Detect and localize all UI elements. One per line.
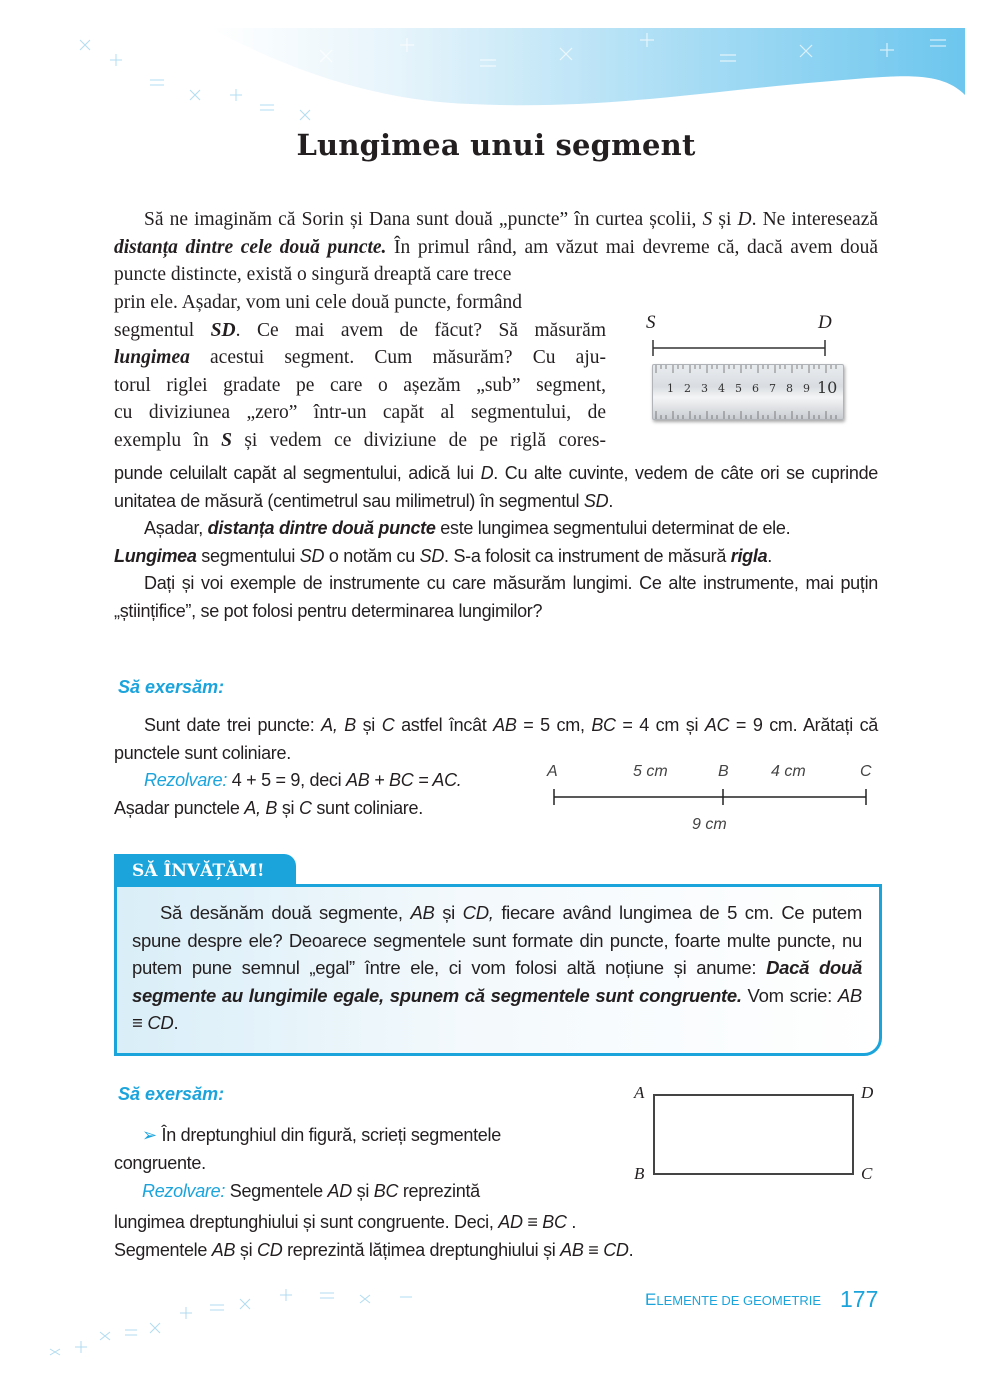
segment-ab: AB — [410, 902, 435, 923]
text: În primul rând, am văzut mai devreme că, dacă avem două puncte distincte, există o singură dreaptă care trece — [114, 236, 878, 285]
text: . — [767, 545, 772, 566]
point-d: D — [737, 209, 752, 230]
fig-label-b: B — [718, 763, 729, 780]
text: reprezintă — [398, 1181, 480, 1201]
fig-label-ac-length: 9 cm — [692, 816, 727, 833]
text: Să ne imaginăm că Sorin și Dana sunt două „puncte” în curtea școlii, — [144, 209, 703, 230]
fig-label-ab-length: 5 cm — [633, 763, 668, 780]
ruler-ticks — [653, 365, 843, 419]
ruler-tick-label: 8 — [786, 382, 793, 395]
points: A, B — [321, 715, 356, 735]
text: și — [434, 902, 463, 923]
exercise-heading: Să exersăm: — [118, 1084, 225, 1104]
intro-paragraph-1 — [114, 206, 878, 289]
text: = 9 cm. Arătați că punctele sunt coliniare. — [114, 715, 878, 763]
text-line: prin ele. Așadar, vom uni cele două puncte, formând — [114, 292, 523, 313]
text: astfel încât — [394, 715, 494, 735]
rectangle-abcd — [653, 1094, 854, 1175]
paragraph-4 — [114, 543, 878, 571]
text: exemplu în — [114, 429, 222, 451]
page-number: 177 — [840, 1286, 879, 1312]
point-d: D — [480, 463, 494, 483]
exercise2-solution-line2 — [114, 1209, 878, 1237]
segment-sd-line — [650, 338, 830, 358]
ruler-label-s: S — [646, 312, 656, 333]
solution-line — [114, 767, 544, 795]
footer-chapter — [645, 1290, 821, 1310]
text: Segmentele — [114, 1240, 212, 1260]
segment-sd: SD — [299, 545, 325, 566]
equation: AB + BC = AC. — [346, 770, 462, 790]
text: și — [355, 715, 382, 735]
segment-sd: SD — [583, 490, 609, 511]
ruler-label-d: D — [818, 312, 832, 333]
ruler-image — [652, 364, 844, 420]
text: Așadar punctele — [114, 797, 245, 818]
points: A, B — [244, 797, 278, 818]
solution-label: Rezolvare: — [144, 770, 228, 790]
header-decoration — [0, 0, 992, 130]
segment-ad: AD — [327, 1181, 352, 1201]
paragraph-5: Dați și voi exemple de instrumente cu care măsurăm lungimi. Ce alte instrumente, mai puțin „științifice”, se pot folosi pentru determinarea lungimilor? — [114, 573, 878, 621]
segment-cd: CD, — [462, 902, 494, 923]
segment-cd: CD — [257, 1240, 283, 1260]
text: . Ce mai avem de făcut? Să măsurăm — [235, 319, 606, 341]
ruler-tick-label: 1 — [667, 382, 674, 395]
emphasis: lungimea — [114, 347, 190, 368]
point-c: C — [381, 715, 395, 735]
text: sunt coliniare. — [311, 797, 423, 818]
text: . — [608, 490, 614, 511]
emphasis: Lungimea — [114, 545, 197, 566]
learn-tab-label: SĂ ÎNVĂȚĂM! — [132, 861, 265, 881]
ruler-tick-label: 9 — [803, 382, 810, 395]
arrow-bullet-icon: ➢ — [142, 1125, 157, 1145]
paragraph-3 — [114, 515, 878, 543]
ruler-tick-label: 7 — [769, 382, 776, 395]
solution-label-text: Rezolvare: — [142, 1181, 226, 1201]
footer-decoration — [40, 1285, 460, 1365]
congruence-formula: AB ≡ CD — [560, 1240, 629, 1260]
segment-bc: BC — [373, 1181, 399, 1201]
solution-label — [114, 1181, 225, 1201]
text: Așadar, — [144, 518, 208, 538]
text: segmentul — [114, 319, 211, 341]
emphasis: distanța dintre cele două puncte. — [114, 236, 387, 258]
segment-ab: AB — [211, 1240, 236, 1260]
point-s: S — [702, 209, 713, 230]
exercise2-solution-start — [114, 1178, 594, 1206]
exercise-heading: Să exersăm: — [118, 677, 225, 697]
rect-label-b: B — [634, 1164, 645, 1183]
text: În dreptunghiul din figură, scrieți segmentele congruente. — [114, 1125, 501, 1173]
text: și — [235, 1240, 257, 1260]
text: . Cu alte cuvinte, vedem de câte ori se cuprinde unitatea de măsură (centimetrul sau milimetrul) în segmentul — [114, 463, 878, 511]
text: o notăm cu — [324, 545, 420, 566]
exercise1-solution — [114, 767, 544, 822]
segment-ab: AB — [493, 715, 517, 735]
text: lungimea dreptunghiului și sunt congruente. Deci, — [114, 1212, 499, 1232]
text: Sunt date trei puncte: — [144, 715, 322, 735]
fig-label-a: A — [547, 763, 558, 780]
text-line: cu diviziunea „zero” într-un capăt al segmentului, de — [114, 402, 606, 423]
chapter-initial: E — [645, 1290, 657, 1309]
rect-label-c: C — [861, 1164, 873, 1183]
segment-sd: SD — [210, 319, 236, 341]
chapter-rest: LEMENTE DE GEOMETRIE — [656, 1293, 822, 1308]
rect-label-a: A — [634, 1083, 645, 1102]
segment-sd: SD — [419, 545, 445, 566]
text: . — [173, 1012, 179, 1033]
ruler-tick-label: 6 — [752, 382, 759, 395]
ruler-tick-label: 2 — [684, 382, 691, 395]
text-line — [114, 344, 606, 372]
text: . Ne interesează — [751, 209, 879, 230]
exercise2-solution-line3 — [114, 1237, 878, 1265]
definition: Dacă două segmente au lungimile egale, spunem că segmentele sunt congruente. — [132, 957, 863, 1006]
solution-line — [114, 795, 544, 823]
segment-abc-figure — [550, 787, 870, 807]
text: acestui segment. Cum măsurăm? Cu aju- — [189, 347, 606, 368]
emphasis: distanța dintre două puncte — [207, 518, 436, 538]
text: și vedem ce diviziune de pe riglă cores- — [231, 429, 606, 451]
ruler-tick-label: 10 — [817, 378, 838, 397]
congruence-formula: AD ≡ BC — [498, 1212, 567, 1232]
text: Segmentele — [225, 1181, 328, 1201]
text: . — [566, 1212, 577, 1232]
text: . S-a folosit ca instrument de măsură — [444, 545, 731, 566]
exercise2-question — [114, 1122, 594, 1177]
fig-label-c: C — [860, 763, 872, 780]
text: 4 + 5 = 9, deci — [227, 770, 347, 790]
text: și — [277, 797, 299, 818]
congruence-formula: AB ≡ CD — [132, 984, 862, 1033]
text: reprezintă lățimea dreptunghiului și — [282, 1240, 561, 1260]
segment-bc: BC — [591, 715, 616, 735]
emphasis: rigla — [730, 545, 768, 566]
text: și — [712, 209, 738, 230]
segment-ac: AC — [704, 715, 730, 735]
text-line — [114, 317, 606, 345]
text: Să desănăm două segmente, — [160, 902, 411, 923]
intro-wrapped-text — [114, 289, 606, 454]
text: . — [628, 1240, 634, 1260]
rect-label-d: D — [861, 1083, 874, 1102]
text-line — [114, 427, 606, 455]
text: segmentului — [196, 545, 300, 566]
text: fiecare având lungimea de 5 cm. Ce putem spune despre ele? Deoarece segmentele sunt formate din puncte, foarte multe puncte, nu putem pune semnul „egal” între ele, ci vom folosi altă noțiune și anume: — [132, 902, 862, 978]
text: și — [351, 1181, 374, 1201]
point-s: S — [221, 429, 232, 451]
text: = 5 cm, — [516, 715, 592, 735]
paragraph-2 — [114, 460, 878, 515]
text: punde celuilalt capăt al segmentului, adică lui — [114, 463, 481, 483]
fig-label-bc-length: 4 cm — [771, 763, 806, 780]
text-line: torul riglei gradate pe care o așezăm „sub” segment, — [114, 374, 606, 396]
text: este lungimea segmentului determinat de ele. — [435, 518, 791, 538]
learn-text — [132, 899, 862, 1037]
point-c: C — [298, 797, 312, 818]
ruler-tick-label: 5 — [735, 382, 742, 395]
ruler-tick-label: 4 — [718, 382, 725, 395]
exercise1-question — [114, 712, 878, 767]
text: Vom scrie: — [741, 984, 838, 1006]
intro-continuation — [114, 460, 878, 625]
ruler-tick-label: 3 — [701, 382, 708, 395]
page-title: Lungimea unui segment — [296, 128, 696, 162]
text: = 4 cm și — [615, 715, 705, 735]
